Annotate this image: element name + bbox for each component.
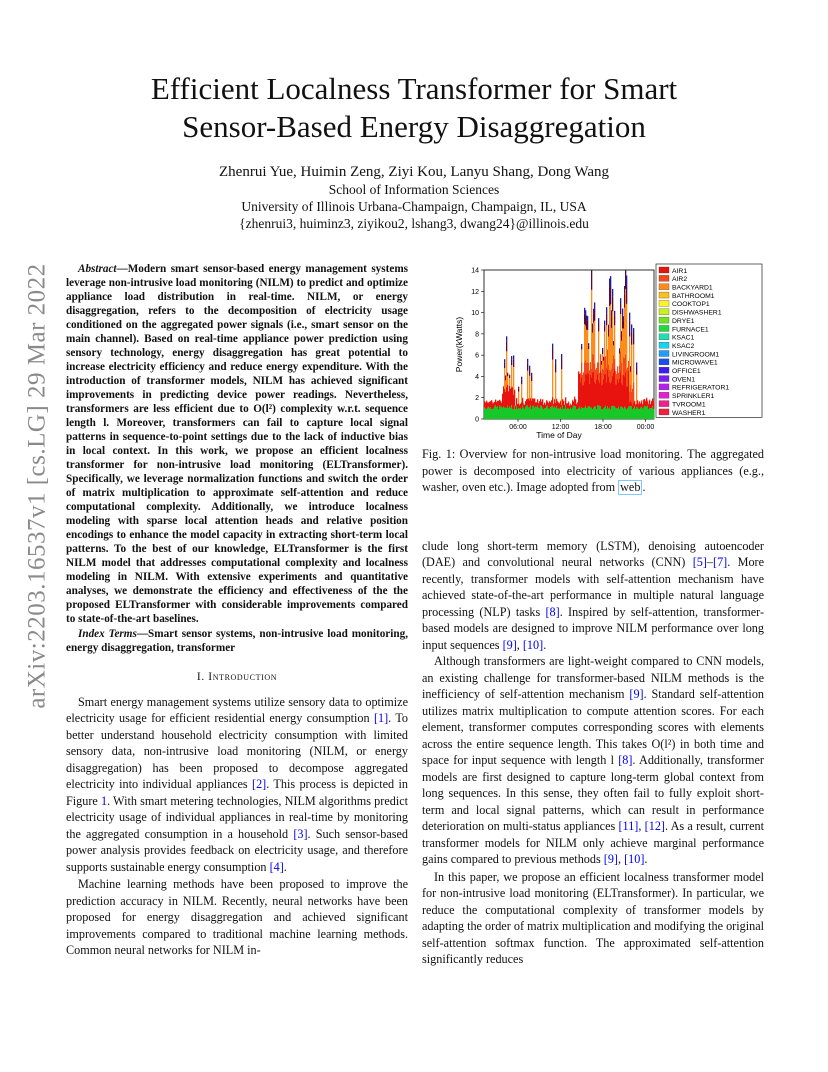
- x-tick-label: 00:00: [636, 424, 655, 431]
- stack-band: [587, 321, 588, 330]
- stack-band: [614, 311, 615, 316]
- left-column: [66, 262, 408, 960]
- stack-band: [521, 377, 522, 380]
- right-column: [422, 262, 764, 969]
- stack-band: [491, 400, 492, 401]
- text-span: .: [283, 859, 287, 874]
- affiliation-university: University of Illinois Urbana-Champaign, Champaign, IL, USA: [241, 199, 587, 214]
- stack-band: [514, 390, 515, 391]
- stack-band: [594, 309, 595, 321]
- stack-band: [562, 399, 563, 400]
- stack-band: [614, 316, 615, 326]
- text-span: clude long short-term memory (LSTM), denoising autoencoder (DAE) and convolutional neural networks (CNN): [422, 538, 764, 569]
- stack-band: [555, 359, 556, 363]
- caption-end: .: [642, 480, 646, 494]
- stack-band: [629, 321, 630, 337]
- stack-band: [506, 341, 507, 351]
- right-paragraph-1: [422, 538, 764, 654]
- stack-band: [653, 401, 654, 402]
- legend-label: BACKYARD1: [672, 284, 713, 292]
- text-span: .: [644, 852, 648, 866]
- text-span: ,: [638, 819, 645, 833]
- index-terms-text: —Smart sensor systems, non-intrusive load monitoring, energy disaggregation, transformer: [66, 628, 408, 654]
- stack-band: [633, 334, 634, 345]
- stack-band: [544, 402, 545, 403]
- stack-band: [534, 398, 535, 399]
- text-span: . Standard self-attention utilizes matrix multiplication to compute attention scores. For each element, transformer computes corresponding scores with elements across the entire sequence length. This takes O(l²) in both time and space for input sequence with length l: [422, 687, 765, 767]
- legend-swatch: [659, 284, 669, 290]
- citation-link[interactable]: [10]: [522, 637, 544, 652]
- citation-link[interactable]: [3]: [293, 826, 308, 841]
- right-body-text: [422, 538, 764, 968]
- stack-band: [626, 276, 627, 285]
- x-tick-label: 12:00: [551, 424, 570, 431]
- stack-band: [606, 313, 607, 325]
- legend-swatch: [659, 334, 669, 340]
- right-paragraph-3: In this paper, we propose an efficient localness transformer model for non-intrusive load monitoring (ELTransformer). In particular, we reduce the computational complexity of transformer models by adapting the order of matrix multiplication and modifying the original self-attention softmax function. The approximated self-attention significantly reduces: [422, 869, 764, 966]
- stack-band: [578, 371, 579, 372]
- citation-link[interactable]: [8]: [618, 753, 633, 767]
- x-tick-label: 18:00: [594, 424, 612, 431]
- stack-band: [598, 323, 599, 332]
- legend-swatch: [659, 300, 669, 306]
- caption-text: Fig. 1: Overview for non-intrusive load monitoring. The aggregated power is decomposed into electricity of various appliances (e.g., washer, oven etc.). Image adopted from: [422, 447, 764, 494]
- text-span: . Such sensor-based power analysis provides feedback on electricity usage, and therefore supports sustainable energy consumption: [66, 826, 408, 874]
- legend-swatch: [659, 317, 669, 323]
- stack-band: [522, 398, 523, 399]
- stack-band: [529, 376, 530, 400]
- stack-band: [575, 399, 576, 400]
- legend-label: AIR1: [672, 267, 688, 275]
- text-span: –: [706, 555, 714, 569]
- power-disaggregation-chart: [432, 262, 764, 440]
- text-span: . Inspired by self-attention, transformer-based models are designed to improve NILM performance over long input sequences: [422, 604, 765, 652]
- stack-band: [606, 307, 607, 313]
- stack-band: [604, 332, 605, 358]
- stack-band: [641, 400, 642, 401]
- citation-link[interactable]: [12]: [644, 819, 665, 833]
- index-terms-label: Index Terms: [78, 628, 137, 640]
- stack-band: [588, 345, 589, 349]
- abstract: [66, 262, 408, 626]
- figure-caption: [422, 446, 764, 496]
- abstract-text: —Modern smart sensor-based energy management systems leverage non-intrusive load monitoring (NILM) to predict and optimize appliance load distribution in real-time. NILM, or energy disaggregation, refers to the decomposition of electricity usage conditioned on the aggregated power signals (i.e., smart sensor on the main channel). Based on real-time appliance power prediction using sensory technology, energy disaggregation has great potential to increase electricity efficiency and reduce energy expenditure. With the introduction of transformer models, NILM has achieved significant improvements in predicting device power readings. Nevertheless, transformers are less efficient due to O(l²) complexity w.r.t. sequence length l. Moreover, transformers can fail to capture local signal patterns in sequence-to-point settings due to the lack of inductive bias in local context. In this work, we propose an efficient localness transformer for non-intrusive load monitoring (ELTransformer). Specifically, we leverage normalization functions and switch the order of matrix multiplication to approximate self-attention and reduce computational complexity. Additionally, we introduce localness modeling with sparse local attention heads and relative position encodings to enhance the model capacity in extracting short-term local patterns. To the best of our knowledge, ELTransformer is the first NILM model that addresses computational complexity and localness modeling in NILM. With extensive experiments and quantitative analyses, we demonstrate the efficiency and effectiveness of the the proposed ELTransformer with considerable improvements compared to state-of-the-art baselines.: [66, 263, 408, 625]
- legend-swatch: [659, 309, 669, 315]
- text-span: .: [543, 637, 547, 652]
- citation-link[interactable]: [9]: [603, 852, 618, 866]
- legend-label: DISHWASHER1: [672, 309, 722, 317]
- x-tick-label: 06:00: [509, 424, 527, 431]
- stack-band: [504, 362, 505, 368]
- stack-band: [486, 401, 487, 402]
- y-axis-label: Power(kWatts): [454, 316, 464, 373]
- stack-band: [504, 359, 505, 362]
- legend-label: WASHER1: [672, 409, 706, 417]
- stack-band: [612, 296, 613, 311]
- legend-label: OFFICE1: [672, 368, 701, 375]
- stack-band: [546, 400, 547, 401]
- stack-band: [631, 345, 632, 392]
- y-tick-label: 8: [475, 331, 479, 339]
- citation-link[interactable]: [9]: [629, 687, 644, 701]
- stack-band: [652, 398, 653, 399]
- stack-band: [636, 375, 637, 404]
- stack-band: [552, 360, 553, 397]
- stack-band: [591, 270, 592, 290]
- stack-band: [602, 350, 603, 354]
- text-span: . More recently, transformer models with self-attention mechanism have achieved state-of-the-art performance in multiple natural language processing (NLP) tasks: [422, 555, 765, 619]
- stack-band: [531, 376, 532, 381]
- stack-band: [518, 387, 519, 389]
- stack-band: [507, 373, 508, 374]
- stack-band: [588, 343, 589, 345]
- stack-band: [633, 383, 634, 403]
- stack-band: [511, 356, 512, 359]
- citation-link[interactable]: [1]: [373, 711, 389, 725]
- legend-swatch: [659, 401, 669, 407]
- intro-paragraph-1: [66, 694, 408, 876]
- legend-label: OVEN1: [672, 376, 696, 384]
- stack-band: [633, 344, 634, 382]
- stack-band: [557, 401, 558, 402]
- stack-band: [527, 359, 528, 363]
- y-tick-label: 2: [475, 395, 479, 403]
- legend-label: DRYE1: [672, 317, 695, 325]
- stack-band: [552, 344, 553, 349]
- author-list: Zhenrui Yue, Huimin Zeng, Ziyi Kou, Lanyu Shang, Dong Wang: [219, 164, 609, 180]
- y-tick-label: 14: [471, 267, 479, 275]
- text-span: ,: [516, 637, 523, 652]
- stack-band: [598, 331, 599, 362]
- legend-label: REFRIGERATOR1: [672, 384, 730, 392]
- stack-band: [570, 404, 571, 405]
- stack-band: [633, 328, 634, 333]
- stack-band: [636, 362, 637, 366]
- stack-band: [588, 349, 589, 363]
- plot-area: [484, 270, 654, 419]
- stack-band: [614, 359, 615, 369]
- stack-band: [500, 401, 501, 402]
- stack-band: [581, 344, 582, 346]
- stack-band: [527, 363, 528, 371]
- stack-band: [585, 310, 586, 315]
- stack-band: [594, 302, 595, 308]
- chart-legend: [656, 264, 762, 417]
- figure-1: [432, 262, 774, 440]
- stack-band: [542, 399, 543, 400]
- stack-band: [507, 376, 508, 384]
- stack-band: [555, 364, 556, 373]
- stack-band: [552, 349, 553, 360]
- text-span: Although transformers are light-weight compared to CNN models, an existing challenge for transformer-based NILM methods is the inefficiency of self-attention mechanism: [422, 654, 764, 701]
- stack-band: [568, 401, 569, 402]
- text-span: . Additionally, transformer models are first designed to capture long-term global context from long sequences. In this sense, they often fail to fully exploit short-term and local signal patterns, which can result in performance deterioration on multi-status appliances: [422, 753, 764, 833]
- stack-band: [527, 371, 528, 399]
- stack-band: [610, 276, 611, 285]
- stack-band: [598, 318, 599, 322]
- legend-label: KSAC1: [672, 334, 695, 342]
- stack-band: [612, 289, 613, 296]
- stack-band: [555, 372, 556, 403]
- right-paragraph-2: [422, 653, 764, 868]
- stack-band: [604, 321, 605, 325]
- stack-band: [629, 313, 630, 321]
- abstract-label: Abstract: [78, 263, 117, 275]
- stack-band: [518, 388, 519, 391]
- stack-band: [581, 349, 582, 362]
- intro-paragraph-2: Machine learning methods have been proposed to improve the prediction accuracy in NILM. Recently, neural networks have been proposed for energy disaggregation and achieved significant improvements compared to traditional machine learning methods. Common neural networks for NILM in-: [66, 877, 408, 957]
- legend-label: BATHROOM1: [672, 292, 715, 300]
- legend-label: MICROWAVE1: [672, 359, 718, 367]
- legend-label: KSAC2: [672, 342, 695, 350]
- legend-label: COOKTOP1: [672, 301, 710, 309]
- text-span: Smart energy management systems utilize sensory data to optimize electricity usage for efficient residential energy consumption: [66, 694, 408, 725]
- stack-band: [637, 400, 638, 401]
- legend-swatch: [659, 351, 669, 357]
- legend-label: FURNACE1: [672, 326, 709, 334]
- stack-band: [626, 304, 627, 370]
- y-tick-label: 4: [475, 373, 479, 381]
- legend-swatch: [659, 367, 669, 373]
- stack-band: [509, 376, 510, 378]
- stack-band: [509, 375, 510, 376]
- stack-band: [507, 374, 508, 376]
- citation-link[interactable]: [8]: [545, 604, 560, 619]
- stack-band: [610, 286, 611, 305]
- stack-band: [509, 378, 510, 386]
- stack-band: [622, 309, 623, 316]
- stack-band: [636, 367, 637, 375]
- stack-band: [653, 401, 654, 409]
- stack-band: [507, 384, 508, 385]
- stack-band: [631, 324, 632, 331]
- legend-swatch: [659, 275, 669, 281]
- stack-band: [531, 373, 532, 376]
- stack-band: [561, 359, 562, 369]
- stack-band: [531, 381, 532, 400]
- stack-band: [587, 316, 588, 321]
- stack-band: [565, 397, 566, 398]
- citation-link[interactable]: [7]: [713, 555, 728, 569]
- text-span: . To better understand household electricity consumption with limited sensory data, non-intrusive load monitoring (NILM, or energy disaggregation) has been proposed to decompose aggregated electricity into individual appliances: [66, 711, 409, 791]
- paper-title: [60, 70, 768, 146]
- stack-band: [506, 336, 507, 341]
- stack-band: [511, 359, 512, 365]
- stack-band: [647, 400, 648, 401]
- stack-band: [513, 359, 514, 367]
- citation-link[interactable]: [9]: [502, 637, 517, 652]
- stack-band: [626, 285, 627, 304]
- stack-band: [614, 325, 615, 359]
- stack-band: [604, 324, 605, 331]
- legend-label: AIR2: [672, 276, 688, 284]
- section-heading-introduction: I. Introduction: [196, 671, 278, 683]
- y-tick-label: 10: [471, 310, 479, 318]
- citation-link[interactable]: [5]: [692, 555, 707, 569]
- legend-label: LIVINGROOM1: [672, 351, 720, 359]
- y-tick-label: 6: [475, 352, 479, 360]
- citation-link[interactable]: [4]: [269, 859, 284, 874]
- figure-link[interactable]: 1: [100, 793, 108, 808]
- legend-label: TVROOM1: [672, 401, 706, 409]
- stack-band: [523, 403, 524, 404]
- citation-link[interactable]: [10]: [624, 852, 645, 866]
- stack-band: [518, 392, 519, 404]
- legend-swatch: [659, 392, 669, 398]
- stack-band: [653, 409, 654, 419]
- stack-band: [561, 354, 562, 359]
- stack-band: [549, 401, 550, 402]
- citation-link[interactable]: [11]: [618, 819, 639, 833]
- stack-band: [572, 400, 573, 401]
- legend-label: SPRINKLER1: [672, 393, 715, 401]
- legend-swatch: [659, 267, 669, 273]
- stack-band: [581, 346, 582, 350]
- legend-swatch: [659, 376, 669, 382]
- caption-web-link[interactable]: web: [620, 480, 641, 494]
- stack-band: [594, 321, 595, 364]
- title-line-1: Efficient Localness Transformer for Smart: [150, 71, 678, 106]
- stack-band: [529, 369, 530, 376]
- text-span: . This process is depicted in Figure: [66, 777, 409, 808]
- stack-band: [521, 379, 522, 384]
- text-span: . With smart metering technologies, NILM algorithms predict electricity usage of individual appliances in real-time by monitoring the aggregated consumption in a household: [66, 793, 408, 841]
- citation-link[interactable]: [2]: [252, 777, 267, 791]
- stack-band: [620, 298, 621, 303]
- legend-swatch: [659, 384, 669, 390]
- text-span: ,: [617, 852, 625, 866]
- stack-band: [513, 355, 514, 359]
- stack-band: [529, 366, 530, 369]
- legend-swatch: [659, 409, 669, 415]
- affiliation-school: School of Information Sciences: [328, 182, 500, 197]
- affiliation-emails: {zhenrui3, huiminz3, ziyikou2, lshang3, dwang24}@illinois.edu: [239, 216, 589, 231]
- stack-band: [649, 400, 650, 401]
- title-line-2: Sensor-Based Energy Disaggregation: [182, 109, 646, 144]
- arxiv-identifier: [22, 263, 54, 709]
- y-tick-label: 0: [475, 416, 479, 424]
- index-terms: [66, 627, 408, 655]
- stack-band: [574, 396, 575, 397]
- legend-swatch: [659, 342, 669, 348]
- stack-band: [514, 391, 515, 406]
- x-axis-label: Time of Day: [536, 430, 582, 440]
- legend-swatch: [659, 292, 669, 298]
- y-tick-label: 12: [471, 288, 479, 296]
- stack-band: [620, 303, 621, 314]
- stack-band: [631, 331, 632, 345]
- stack-band: [602, 348, 603, 350]
- stack-band: [646, 398, 647, 399]
- legend-swatch: [659, 359, 669, 365]
- text-span: . As a result, current transformer models for NILM only achieve marginal performance gains compared to previous methods: [422, 819, 765, 866]
- legend-swatch: [659, 325, 669, 331]
- stack-band: [511, 365, 512, 386]
- arxiv-identifier-text: arXiv:2203.16537v1 [cs.LG] 29 Mar 2022: [24, 263, 52, 709]
